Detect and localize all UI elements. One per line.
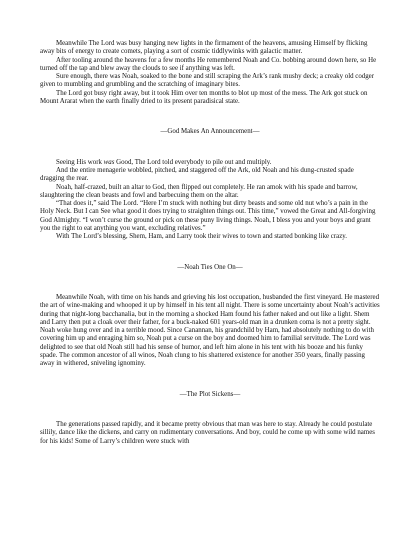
- paragraph: After tooling around the heavens for a few months He remembered Noah and Co. bobbing around down here, so He turned off the tap and blew away the clouds to see if anything was left.: [40, 56, 377, 72]
- paragraph: Meanwhile Noah, with time on his hands and grieving his lost occupation, husbanded the first vineyard. He mastered the art of wine-making and whooped it up by himself in his tent all night. There is some uncertainty about Noah’s activities during that night-long bacchanalia, but in the morning a shocked Ham found his father naked and out like a light. Shem and Larry then put a cloak over their father, for a buck-naked 601 years-old man in a drunken coma is not a pretty sight. Noah woke hung over and in a terrible mood. Since Canannan, his grandchild by Ham, had absolutely nothing to do with covering him up and enraging him so, Noah put a curse on the boy and doomed him to familial servitude. The Lord was delighted to see that old Noah still had his sense of humor, and left him alone in his tent with his booze and his funky spade. The common ancestor of all winos, Noah clung to his shattered existence for another 350 years, finally passing away in withered, sniveling ignominy.: [40, 293, 380, 368]
- paragraph: Noah, half-crazed, built an altar to God, then flipped out completely. He ran amok with his spade and barrow, slaughtering the clean beasts and fowl and barbecuing them on the altar.: [40, 183, 358, 199]
- section-heading: —The Plot Sickens—: [179, 390, 241, 398]
- section-heading: —Noah Ties One On—: [177, 263, 243, 271]
- paragraph: Meanwhile The Lord was busy hanging new lights in the firmament of the heavens, amusing Himself by flicking away bits of energy to create comets, playing a sort of cosmic tiddlywinks with galactic matter.: [40, 40, 368, 56]
- text-run: Good, The Lord told everybody to pile out and multiply.: [114, 158, 272, 166]
- paragraph: The Lord got busy right away, but it took Him over ten months to blot up most of the mess. The Ark got stuck on Mount Ararat when the earth finally dried to its present paradisical state.: [40, 89, 368, 106]
- emphasis-text: was: [103, 158, 115, 166]
- paragraph: And the entire menagerie wobbled, pitched, and staggered off the Ark, old Noah and his dung-crusted spade dragging the rear.: [40, 166, 354, 183]
- paragraph: Sure enough, there was Noah, soaked to the bone and still scraping the Ark’s rank mushy deck; a creaky old codger given to mumbling and grumbling and the scratching of imaginary bites.: [40, 73, 375, 89]
- text-run: Seeing His work: [56, 158, 104, 166]
- paragraph: With The Lord’s blessing, Shem, Ham, and Larry took their wives to town and started bonking like crazy.: [56, 233, 347, 241]
- paragraph: [40, 159, 380, 167]
- paragraph: “That does it,” said The Lord. “Here I’m stuck with nothing but dirty beasts and some old nut who’s a pain in the Holy Neck. But I can See what good it does trying to straighten things out. This time,” vowed the Great and All-forgiving God Almighty. “I won’t curse the ground or pick on these puny living things. Noah, I bless you and your boys and grant you the right to eat anything you want, excluding relatives.”: [40, 200, 376, 233]
- section-heading: —God Makes An Announcement—: [160, 128, 260, 136]
- paragraph: The generations passed rapidly, and it became pretty obvious that man was here to stay. Already he could postulate sillily, dance like the dickens, and carry on rudimentary conversations. And boy, could he come up with some wild names for his kids! Some of Larry’s children were stuck with: [40, 420, 375, 445]
